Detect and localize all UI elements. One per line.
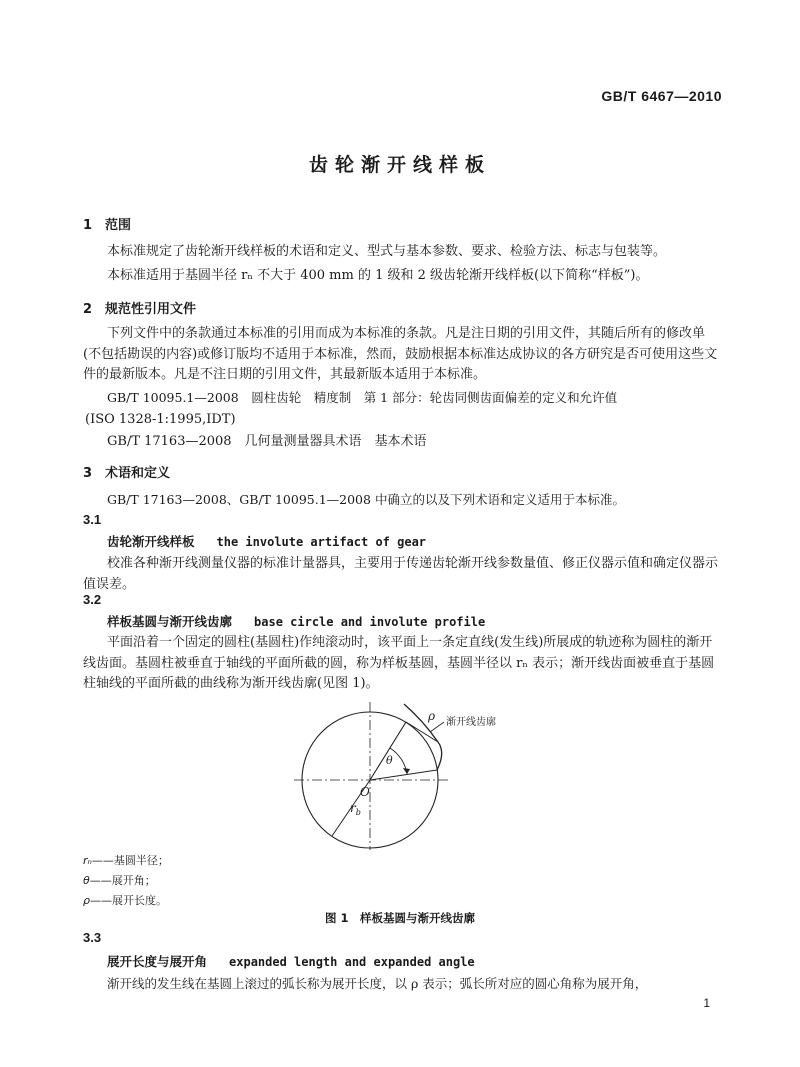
legend-symbol: rₙ bbox=[83, 854, 92, 867]
section-1-paragraph-1: 本标准规定了齿轮渐开线样板的术语和定义、型式与基本参数、要求、检验方法、标志与包装等。 bbox=[107, 244, 667, 259]
legend-symbol: θ bbox=[83, 874, 90, 887]
legend-item bbox=[83, 852, 169, 868]
generating-line bbox=[406, 722, 438, 742]
radius-to-tangent bbox=[370, 722, 406, 780]
term-3-1-number: 3.1 bbox=[83, 512, 102, 527]
legend-symbol: ρ bbox=[83, 894, 90, 907]
term-english: expanded length and expanded angle bbox=[229, 955, 475, 969]
term-3-1-title bbox=[107, 532, 426, 550]
page-number: 1 bbox=[703, 996, 710, 1010]
figure-1-caption: 图 1 样板基圆与渐开线齿廓 bbox=[324, 911, 475, 925]
reference-2: GB/T 17163—2008 几何量测量器具术语 基本术语 bbox=[107, 434, 427, 449]
radius-to-start bbox=[370, 770, 437, 780]
term-chinese: 齿轮渐开线样板 bbox=[107, 534, 195, 549]
leader-line bbox=[430, 722, 444, 732]
standard-number: GB/T 6467—2010 bbox=[601, 88, 722, 104]
term-3-2-number: 3.2 bbox=[83, 592, 102, 607]
legend-text: ——基圆半径； bbox=[91, 854, 169, 867]
radius-label: $r_b$ bbox=[350, 801, 361, 817]
section-number: 1 bbox=[83, 218, 93, 233]
section-3-paragraph-1: GB/T 17163—2008、GB/T 10095.1—2008 中确立的以及下列术语和定义适用于本标准。 bbox=[107, 492, 625, 507]
section-1-paragraph-2: 本标准适用于基圆半径 rₙ 不大于 400 mm 的 1 级和 2 级齿轮渐开线样板(以下简称“样板”)。 bbox=[107, 268, 649, 283]
section-title: 范围 bbox=[105, 218, 132, 233]
section-title: 术语和定义 bbox=[105, 466, 171, 481]
term-3-2-definition: 平面沿着一个固定的圆柱(基圆柱)作纯滚动时，该平面上一条定直线(发生线)所展成的轨迹称为圆柱的渐开线齿面。基圆柱被垂直于轴线的平面所截的圆，称为样板基圆，基圆半径以 rₙ 表示；渐开线齿面被垂直于基圆柱轴线的平面所截的曲线称为渐开线齿廓(见图 1)。 bbox=[83, 635, 715, 691]
theta-label: θ bbox=[386, 754, 393, 767]
reference-1-line-2: (ISO 1328-1:1995,IDT) bbox=[85, 412, 236, 427]
term-english: base circle and involute profile bbox=[254, 615, 486, 629]
term-english: the involute artifact of gear bbox=[216, 535, 427, 549]
section-1-heading bbox=[83, 214, 131, 233]
center-label: O bbox=[360, 785, 370, 799]
term-3-1-definition: 校准各种渐开线测量仪器的标准计量器具，主要用于传递齿轮渐开线参数量值、修正仪器示值和确定仪器示值误差。 bbox=[83, 556, 719, 592]
legend-text: ——展开长度。 bbox=[89, 894, 167, 907]
term-chinese: 样板基圆与渐开线齿廓 bbox=[107, 614, 233, 629]
section-2-heading bbox=[83, 298, 196, 317]
legend-text: ——展开角； bbox=[89, 874, 156, 887]
section-title: 规范性引用文件 bbox=[105, 302, 197, 317]
rho-label: ρ bbox=[428, 709, 436, 723]
term-3-2-title bbox=[107, 612, 485, 630]
involute-profile-label: 渐开线齿廓 bbox=[446, 717, 496, 728]
legend-item bbox=[83, 872, 156, 888]
section-2-paragraph-1: 下列文件中的条款通过本标准的引用而成为本标准的条款。凡是注日期的引用文件，其随后所有的修改单(不包括勘误的内容)或修订版均不适用于本标准，然而，鼓励根据本标准达成协议的各方研究是否可使用这些文件的最新版本。凡是不注日期的引用文件，其最新版本适用于本标准。 bbox=[83, 326, 718, 382]
term-3-3-definition: 渐开线的发生线在基圆上滚过的弧长称为展开长度，以 ρ 表示；弧长所对应的圆心角称为展开角， bbox=[107, 976, 648, 991]
term-3-3-number: 3.3 bbox=[83, 930, 102, 945]
theta-arrowhead bbox=[403, 768, 410, 774]
section-number: 3 bbox=[83, 466, 93, 481]
term-chinese: 展开长度与展开角 bbox=[107, 954, 208, 969]
section-3-heading bbox=[83, 462, 170, 481]
figure-1-diagram bbox=[290, 700, 550, 850]
document-title: 齿轮渐开线样板 bbox=[308, 154, 491, 176]
reference-1-line-1: GB/T 10095.1—2008 圆柱齿轮 精度制 第 1 部分：轮齿同侧齿面偏差的定义和允许值 bbox=[107, 390, 618, 405]
term-3-3-title bbox=[107, 952, 475, 970]
section-number: 2 bbox=[83, 302, 93, 317]
legend-item bbox=[83, 892, 167, 908]
